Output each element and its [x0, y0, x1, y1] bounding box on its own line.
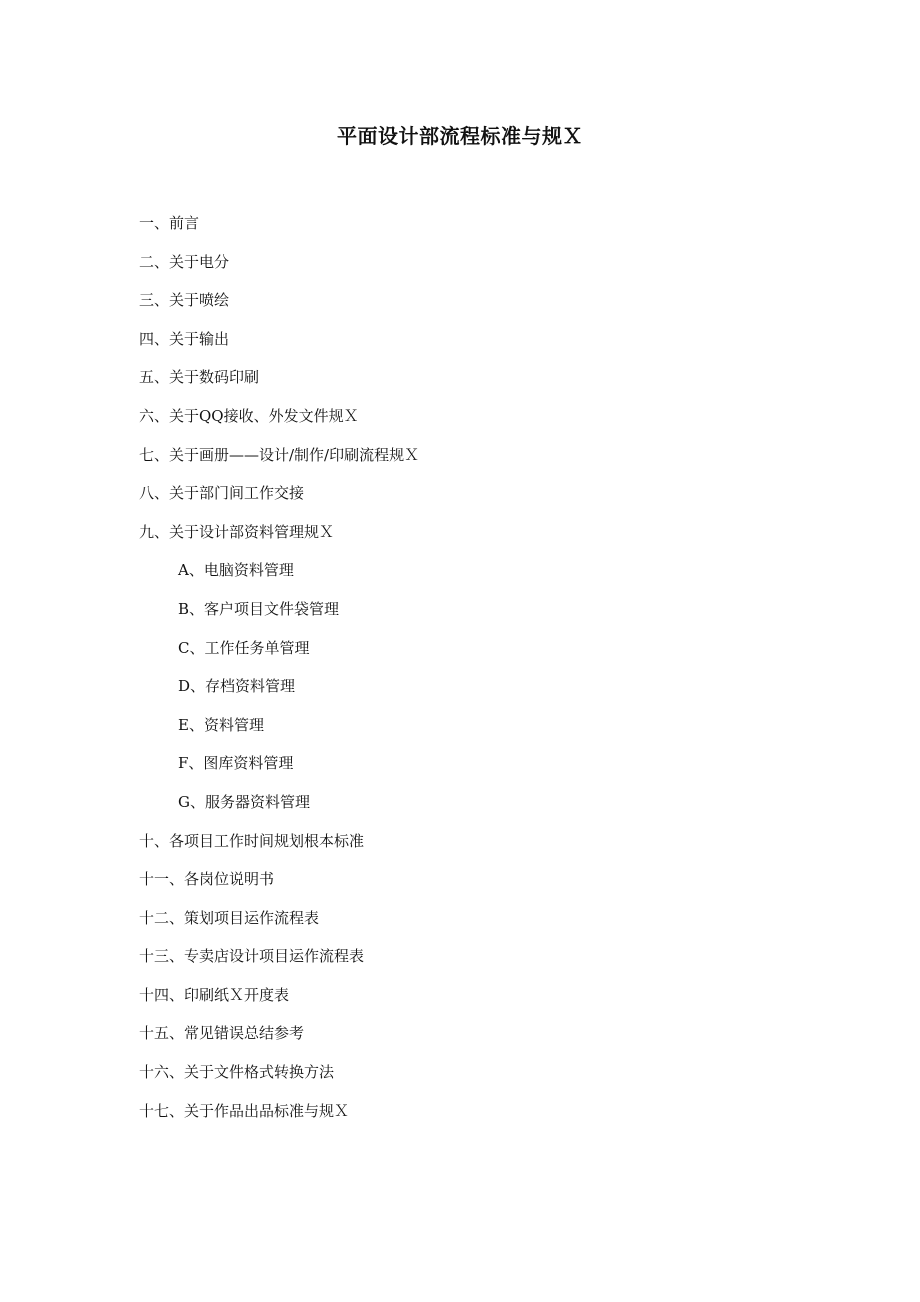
toc-subsection-item: E、资料管理	[178, 715, 264, 734]
toc-section-item: 三、关于喷绘	[139, 291, 230, 310]
toc-subsection-item: F、图库资料管理	[178, 754, 294, 773]
toc-section-item: 一、前言	[139, 214, 200, 232]
toc-section-item: 九、关于设计部资料管理规Ｘ	[139, 522, 335, 541]
table-of-contents	[139, 210, 419, 1136]
toc-section-item: 十七、关于作品出品标准与规Ｘ	[139, 1101, 350, 1120]
document-title: 平面设计部流程标准与规Ｘ	[337, 124, 583, 148]
toc-section-item: 十三、专卖店设计项目运作流程表	[139, 947, 365, 966]
toc-subsection-item: D、存档资料管理	[178, 677, 296, 696]
toc-subsection-item: C、工作任务单管理	[178, 638, 310, 657]
toc-section-item: 十二、策划项目运作流程表	[139, 908, 320, 927]
toc-section-item: 六、关于QQ接收、外发文件规Ｘ	[139, 406, 359, 425]
toc-section-item: 十四、印刷纸Ｘ开度表	[139, 985, 290, 1004]
toc-section-item: 十五、常见错误总结参考	[139, 1024, 305, 1043]
toc-section-item: 十六、关于文件格式转换方法	[139, 1063, 335, 1082]
toc-subsection-item: G、服务器资料管理	[178, 792, 310, 811]
toc-section-item: 八、关于部门间工作交接	[139, 484, 305, 503]
toc-section-item: 二、关于电分	[139, 252, 230, 271]
toc-subsection-item: B、客户项目文件袋管理	[178, 599, 340, 618]
toc-section-item: 五、关于数码印刷	[139, 368, 260, 387]
toc-section-item: 四、关于输出	[139, 329, 230, 348]
toc-section-item: 十一、各岗位说明书	[139, 870, 275, 889]
toc-subsection-item: A、电脑资料管理	[178, 561, 294, 580]
toc-section-item: 七、关于画册——设计/制作/印刷流程规Ｘ	[139, 445, 420, 464]
toc-section-item: 十、各项目工作时间规划根本标准	[139, 831, 365, 850]
